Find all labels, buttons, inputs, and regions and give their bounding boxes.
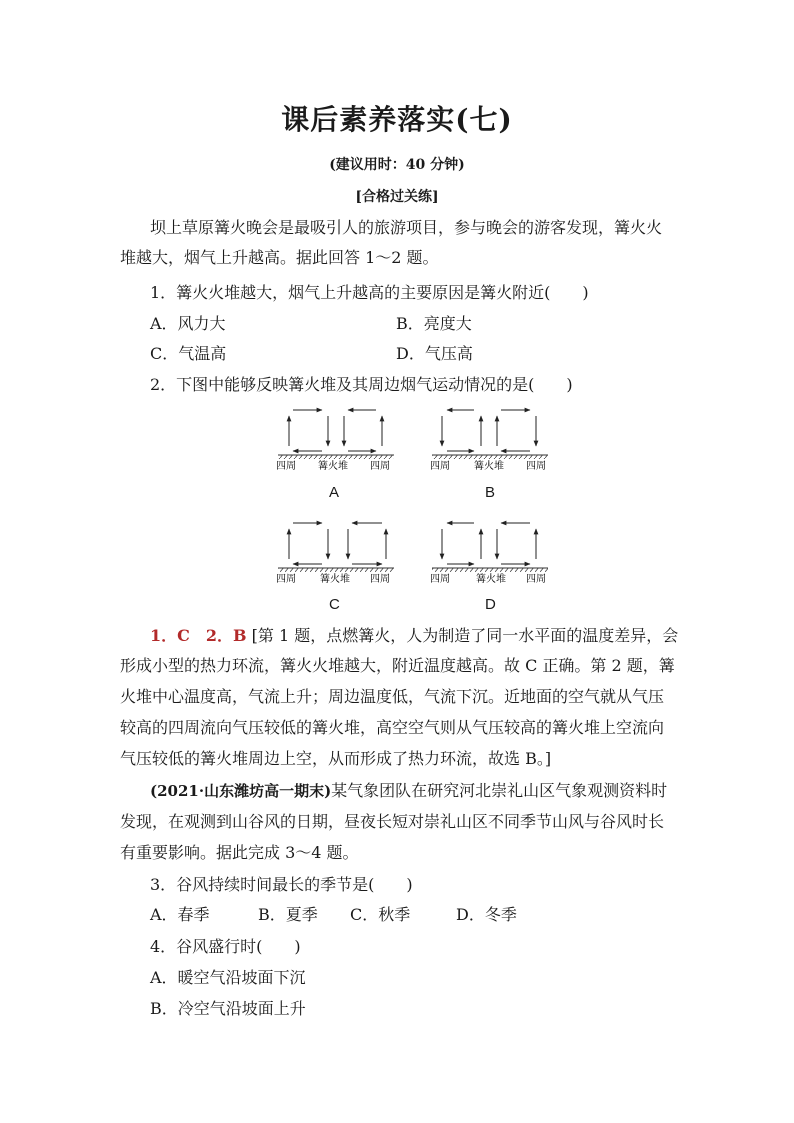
answer12-line3: 火堆中心温度高，气流上升；周边温度低，气流下沉。近地面的空气就从气压: [120, 687, 665, 706]
section-heading: [合格过关练]: [355, 189, 439, 205]
answer12-line1: [150, 623, 678, 646]
answer12-text1: [第 1 题，点燃篝火，人为制造了同一水平面的温度差异，会: [251, 626, 679, 645]
answer12-line5: 气压较低的篝火堆周边上空，从而形成了热力环流，故选 B。]: [120, 749, 552, 768]
panel-b-diagram: [432, 410, 548, 459]
intro2-source: (2021·山东潍坊高一期末): [150, 782, 332, 800]
q1-option-c: C．气温高: [150, 344, 227, 363]
intro2-line2: 发现，在观测到山谷风的日期，昼夜长短对崇礼山区不同季节山风与谷风时长: [120, 812, 665, 831]
q1-option-d: D．气压高: [396, 344, 473, 363]
q4-option-b: B．冷空气沿坡面上升: [150, 999, 306, 1018]
q3-option-b: B．夏季: [258, 905, 318, 924]
panel-c-left-label: 四周: [276, 574, 296, 585]
intro2-line1: [150, 778, 667, 801]
q1-option-b: B．亮度大: [396, 314, 472, 333]
answer12-line2: 形成小型的热力环流，篝火火堆越大，附近温度越高。故 C 正确。第 2 题，篝: [120, 656, 675, 675]
panel-d-right-label: 四周: [526, 574, 546, 585]
q3-option-a: A．春季: [150, 905, 210, 924]
panel-c-letter: C: [329, 596, 340, 613]
circulation-figure: [0, 398, 794, 628]
panel-a-right-label: 四周: [370, 461, 390, 472]
panel-d-left-label: 四周: [430, 574, 450, 585]
panel-c-center-label: 篝火堆: [320, 574, 350, 585]
panel-c-right-label: 四周: [370, 574, 390, 585]
panel-a-letter: A: [329, 484, 340, 501]
panel-c-diagram: [278, 523, 394, 572]
q4-stem: 4．谷风盛行时( ): [150, 937, 301, 956]
panel-d-diagram: [432, 523, 548, 572]
answer-keys-12: 1．C 2．B: [150, 626, 247, 645]
q4-option-a: A．暖空气沿坡面下沉: [150, 968, 306, 987]
intro2-line3: 有重要影响。据此完成 3～4 题。: [120, 843, 359, 862]
panel-d-letter: D: [485, 596, 496, 613]
intro2-text1: 某气象团队在研究河北崇礼山区气象观测资料时: [331, 781, 668, 800]
intro1-line1: 坝上草原篝火晚会是最吸引人的旅游项目，参与晚会的游客发现，篝火火: [150, 218, 663, 237]
q1-stem: 1．篝火火堆越大，烟气上升越高的主要原因是篝火附近( ): [150, 283, 589, 302]
panel-b-right-label: 四周: [526, 461, 546, 472]
q3-option-d: D．冬季: [456, 905, 517, 924]
q1-option-a: A．风力大: [150, 314, 226, 333]
panel-b-letter: B: [485, 484, 496, 501]
page-title: 课后素养落实(七): [281, 103, 513, 136]
panel-d-center-label: 篝火堆: [476, 574, 506, 585]
panel-a-left-label: 四周: [276, 461, 296, 472]
intro1-line2: 堆越大，烟气上升越高。据此回答 1～2 题。: [120, 248, 439, 267]
panel-a-center-label: 篝火堆: [318, 461, 348, 472]
q3-stem: 3．谷风持续时间最长的季节是( ): [150, 875, 413, 894]
panel-b-center-label: 篝火堆: [474, 461, 504, 472]
q2-stem: 2．下图中能够反映篝火堆及其周边烟气运动情况的是( ): [150, 375, 573, 394]
panel-b-left-label: 四周: [430, 461, 450, 472]
q3-option-c: C．秋季: [350, 905, 411, 924]
time-suggestion: (建议用时：40 分钟): [329, 157, 465, 173]
answer12-line4: 较高的四周流向气压较低的篝火堆，高空空气则从气压较高的篝火堆上空流向: [120, 718, 665, 737]
panel-a-diagram: [278, 410, 394, 459]
